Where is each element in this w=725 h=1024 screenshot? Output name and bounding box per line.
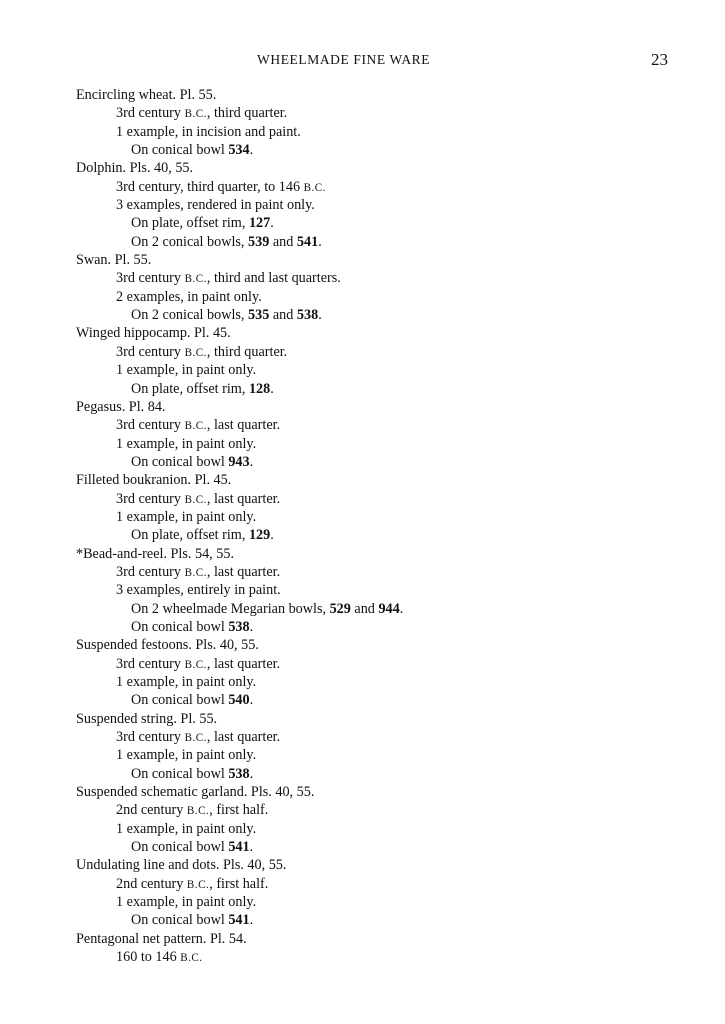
- motif-title: Pegasus. Pl. 84.: [76, 398, 166, 415]
- occurrence-text: On conical bowl: [131, 765, 229, 782]
- occurrence-text: On 2 conical bowls,: [131, 307, 249, 324]
- motif-entry: [0, 324, 725, 397]
- motif-title: Suspended festoons. Pls. 40, 55.: [76, 637, 259, 654]
- occurrence-end: .: [249, 142, 254, 159]
- catalogue-number: 538: [228, 618, 250, 635]
- catalogue-number: 541: [296, 233, 319, 250]
- example-count: 1 example, in paint only.: [116, 435, 257, 452]
- date-suffix: , last quarter.: [206, 563, 281, 580]
- catalogue-number: 538: [296, 307, 319, 324]
- date-line: [0, 875, 725, 893]
- occurrence-text: On conical bowl: [131, 912, 229, 929]
- date-line: [0, 728, 725, 746]
- catalogue-number: 944: [378, 600, 400, 617]
- occurrence-line: [0, 141, 725, 159]
- occurrence-end: .: [249, 692, 254, 709]
- occurrence-line: [0, 526, 725, 544]
- catalogue-number: 540: [228, 692, 250, 709]
- era-abbreviation: B.C.: [184, 108, 207, 121]
- example-count: 1 example, in paint only.: [116, 820, 257, 837]
- catalogue-number: 539: [248, 233, 270, 250]
- occurrence-line: [0, 838, 725, 856]
- date-line: [0, 269, 725, 287]
- motif-entry: [0, 856, 725, 929]
- motif-title: Swan. Pl. 55.: [76, 252, 152, 269]
- occurrence-text: On 2 wheelmade Megarian bowls,: [131, 600, 330, 617]
- page-number: 23: [651, 50, 668, 69]
- motif-title: Dolphin. Pls. 40, 55.: [76, 160, 194, 177]
- motif-title: Encircling wheat. Pl. 55.: [76, 87, 217, 103]
- date-suffix: , last quarter.: [206, 490, 281, 507]
- occurrence-end: .: [270, 380, 274, 397]
- occurrence-end: .: [270, 215, 274, 232]
- occurrence-end: .: [249, 453, 254, 470]
- catalogue-number: 541: [228, 839, 250, 856]
- date-line: [0, 416, 725, 434]
- date-line: [0, 178, 725, 196]
- page-header: [0, 52, 725, 72]
- occurrence-end: .: [249, 912, 254, 929]
- date-suffix: , third and last quarters.: [206, 270, 341, 287]
- era-abbreviation: B.C.: [184, 420, 207, 433]
- occurrence-text: On conical bowl: [131, 839, 229, 856]
- occurrence-end: .: [249, 839, 254, 856]
- occurrence-line: [0, 233, 725, 251]
- occurrence-text: On plate, offset rim,: [131, 380, 249, 397]
- example-count: 1 example, in paint only.: [116, 674, 257, 690]
- occurrence-line: [0, 214, 725, 232]
- occurrence-line: [0, 453, 725, 471]
- catalogue-number: 534: [228, 142, 250, 159]
- motif-entry: [0, 251, 725, 324]
- occurrence-end: .: [270, 527, 274, 544]
- motif-title: *Bead-and-reel. Pls. 54, 55.: [76, 545, 234, 562]
- example-count: 3 examples, rendered in paint only.: [116, 197, 315, 214]
- date-line: [0, 490, 725, 508]
- catalogue-number: 943: [228, 453, 250, 470]
- date-suffix: , last quarter.: [206, 417, 281, 434]
- motif-title: Pentagonal net pattern. Pl. 54.: [76, 930, 247, 947]
- running-title: WHEELMADE FINE WARE: [257, 52, 431, 67]
- era-abbreviation: B.C.: [303, 181, 326, 194]
- catalogue-number: 541: [228, 912, 250, 929]
- date-line: [0, 655, 725, 673]
- date-line: [0, 563, 725, 581]
- example-count: 3 examples, entirely in paint.: [116, 582, 281, 599]
- motif-entry: [0, 471, 725, 544]
- motif-catalogue: [0, 86, 725, 967]
- motif-entry: [0, 783, 725, 856]
- motif-entry: [0, 398, 725, 471]
- example-count: 1 example, in paint only.: [116, 894, 257, 911]
- era-abbreviation: B.C.: [186, 805, 210, 818]
- motif-entry: [0, 636, 725, 709]
- era-abbreviation: B.C.: [184, 346, 207, 359]
- motif-title: Filleted boukranion. Pl. 45.: [76, 472, 232, 489]
- catalogue-number: 535: [248, 307, 270, 324]
- example-count: 2 examples, in paint only.: [116, 288, 262, 305]
- occurrence-end: .: [249, 765, 254, 782]
- occurrence-line: [0, 765, 725, 783]
- catalogue-number: 128: [248, 380, 271, 397]
- date-text: 3rd century: [116, 490, 185, 507]
- date-suffix: , first half.: [209, 802, 269, 819]
- occurrence-line: [0, 306, 725, 324]
- date-line: [0, 343, 725, 361]
- date-suffix: , third quarter.: [206, 105, 288, 122]
- motif-title: Winged hippocamp. Pl. 45.: [76, 325, 231, 342]
- motif-title: Suspended string. Pl. 55.: [76, 710, 218, 727]
- date-text: 3rd century: [116, 105, 185, 122]
- era-abbreviation: B.C.: [186, 878, 210, 891]
- catalogue-number: 529: [329, 600, 351, 617]
- motif-title: Suspended schematic garland. Pls. 40, 55.: [76, 784, 315, 801]
- date-text: 3rd century: [116, 655, 185, 672]
- date-text: 2nd century: [116, 802, 187, 819]
- era-abbreviation: B.C.: [184, 273, 207, 286]
- catalogue-number: 129: [248, 527, 271, 544]
- date-suffix: , last quarter.: [206, 729, 281, 746]
- era-abbreviation: B.C.: [180, 952, 203, 965]
- motif-entry: [0, 159, 725, 251]
- date-suffix: , last quarter.: [206, 655, 281, 672]
- catalogue-number: 538: [228, 765, 250, 782]
- occurrence-text: On conical bowl: [131, 453, 229, 470]
- era-abbreviation: B.C.: [184, 732, 207, 745]
- motif-entry: [0, 930, 725, 967]
- motif-entry: [0, 86, 725, 159]
- connector: and: [269, 233, 297, 250]
- example-count: 1 example, in paint only.: [116, 747, 257, 764]
- motif-title: Undulating line and dots. Pls. 40, 55.: [76, 857, 287, 874]
- date-line: [0, 801, 725, 819]
- date-text: 3rd century: [116, 270, 185, 287]
- date-line: [0, 948, 725, 966]
- occurrence-end: .: [318, 307, 322, 324]
- occurrence-end: .: [399, 600, 404, 617]
- occurrence-text: On 2 conical bowls,: [131, 233, 249, 250]
- occurrence-line: [0, 600, 725, 618]
- connector: and: [269, 307, 297, 324]
- date-text: 2nd century: [116, 875, 187, 892]
- motif-entry: [0, 545, 725, 637]
- occurrence-text: On conical bowl: [131, 618, 229, 635]
- occurrence-text: On conical bowl: [131, 692, 229, 709]
- motif-entry: [0, 710, 725, 783]
- occurrence-end: .: [249, 618, 254, 635]
- date-text: 3rd century: [116, 563, 185, 580]
- occurrence-end: .: [318, 233, 322, 250]
- era-abbreviation: B.C.: [184, 658, 207, 671]
- occurrence-line: [0, 911, 725, 929]
- date-text: 160 to 146: [116, 949, 181, 966]
- occurrence-text: On plate, offset rim,: [131, 215, 249, 232]
- catalogue-number: 127: [248, 215, 271, 232]
- date-text: 3rd century: [116, 343, 185, 360]
- date-suffix: , first half.: [209, 875, 269, 892]
- era-abbreviation: B.C.: [184, 566, 207, 579]
- date-text: 3rd century, third quarter, to 146: [116, 178, 304, 195]
- occurrence-line: [0, 380, 725, 398]
- date-suffix: , third quarter.: [206, 343, 288, 360]
- date-text: 3rd century: [116, 417, 185, 434]
- example-count: 1 example, in paint only.: [116, 362, 257, 379]
- date-text: 3rd century: [116, 729, 185, 746]
- occurrence-line: [0, 618, 725, 636]
- occurrence-text: On conical bowl: [131, 142, 229, 159]
- occurrence-line: [0, 691, 725, 709]
- example-count: 1 example, in incision and paint.: [116, 123, 301, 140]
- connector: and: [350, 600, 379, 617]
- example-count: 1 example, in paint only.: [116, 508, 257, 525]
- era-abbreviation: B.C.: [184, 493, 207, 506]
- date-line: [0, 104, 725, 122]
- occurrence-text: On plate, offset rim,: [131, 527, 249, 544]
